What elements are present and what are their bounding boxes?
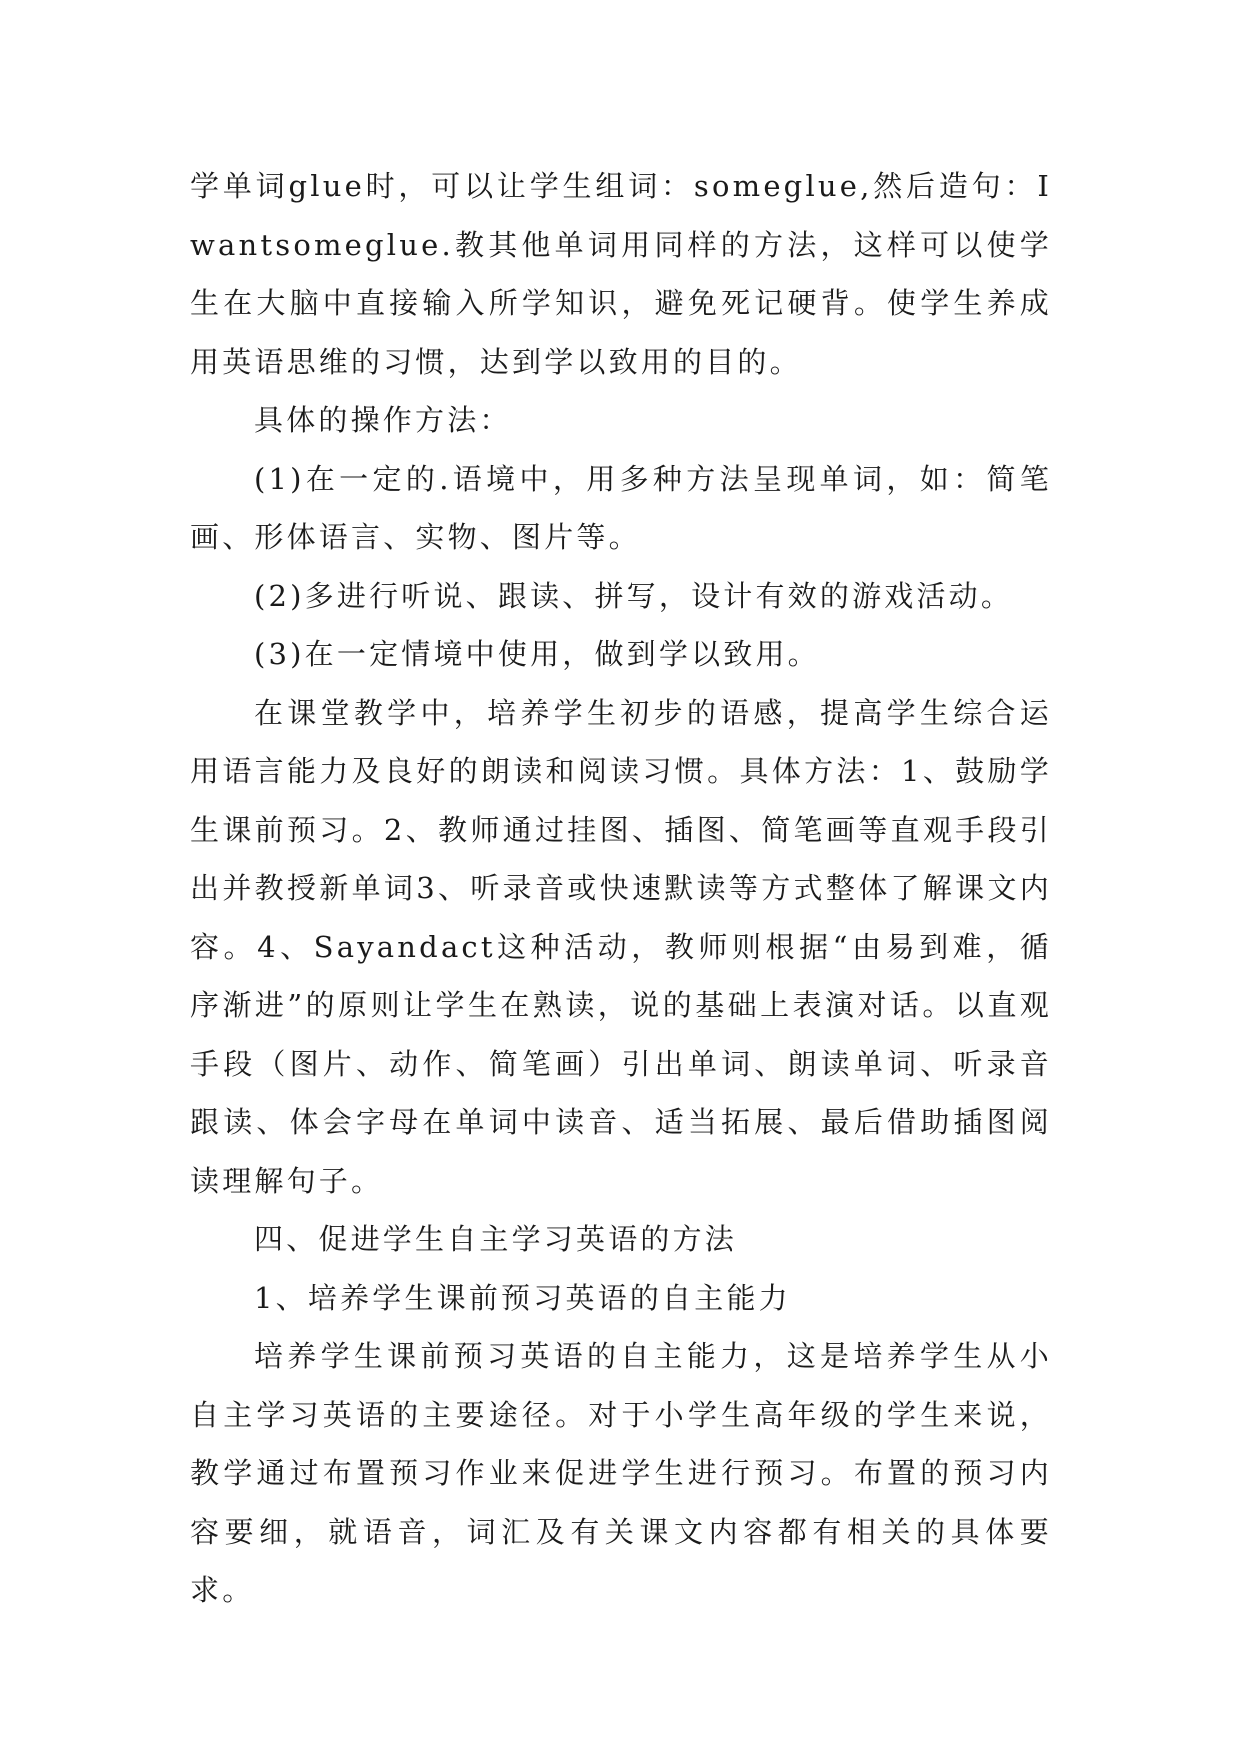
section-heading-four: 四、促进学生自主学习英语的方法 xyxy=(254,1222,738,1256)
document-body xyxy=(190,157,1052,1620)
paragraph-preview-ability: 培养学生课前预习英语的自主能力，这是培养学生从小自主学习英语的主要途径。对于小学生高年级的学生来说，教学通过布置预习作业来促进学生进行预习。布置的预习内容要细，就语音，词汇及有关课文内容都有相关的具体要求。 xyxy=(190,1339,1052,1607)
paragraph-step-1: (1)在一定的.语境中，用多种方法呈现单词，如：简笔画、形体语言、实物、图片等。 xyxy=(190,461,1052,554)
paragraph-operation-heading: 具体的操作方法： xyxy=(254,403,512,437)
paragraph-step-3: (3)在一定情境中使用，做到学以致用。 xyxy=(254,637,820,671)
subsection-heading-one: 1、培养学生课前预习英语的自主能力 xyxy=(254,1280,791,1315)
paragraph-step-2: (2)多进行听说、跟读、拼写，设计有效的游戏活动。 xyxy=(254,578,1014,613)
paragraph-classroom-teaching: 在课堂教学中，培养学生初步的语感，提高学生综合运用语言能力及良好的朗读和阅读习惯。具体方法：1、鼓励学生课前预习。2、教师通过挂图、插图、简笔画等直观手段引出并教授新单词3、听录音或快速默读等方式整体了解课文内容。4、Sayandact这种活动，教师则根据“由易到难，循序渐进”的原则让学生在熟读，说的基础上表演对话。以直观手段（图片、动作、简笔画）引出单词、朗读单词、听录音跟读、体会字母在单词中读音、适当拓展、最后借助插图阅读理解句子。 xyxy=(190,695,1052,1198)
paragraph-vocabulary-method: 学单词glue时，可以让学生组词：someglue,然后造句：Iwantsomeglue.教其他单词用同样的方法，这样可以使学生在大脑中直接输入所学知识，避免死记硬背。使学生养成用英语思维的习惯，达到学以致用的目的。 xyxy=(190,169,1052,379)
